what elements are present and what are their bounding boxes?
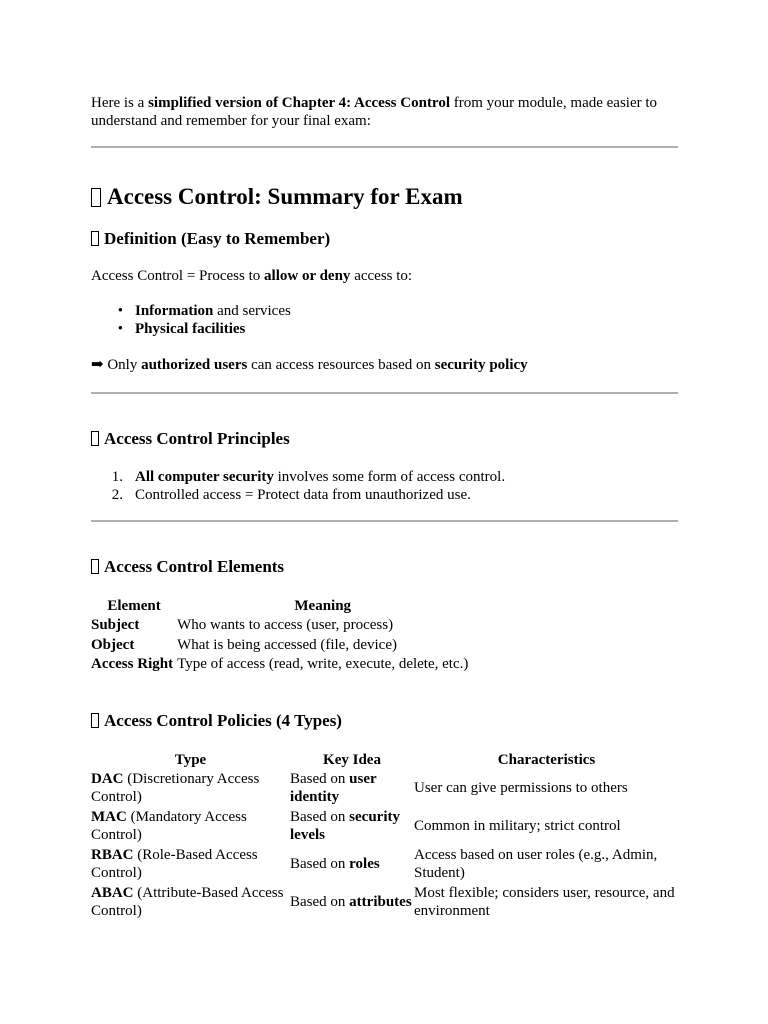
table-row bbox=[91, 884, 679, 922]
type-abbr: MAC bbox=[91, 809, 127, 825]
definition-bold: allow or deny bbox=[264, 268, 351, 284]
list-item bbox=[91, 486, 679, 504]
note-bold-end: security policy bbox=[434, 357, 528, 373]
divider bbox=[91, 520, 678, 522]
missing-glyph-icon bbox=[91, 713, 99, 728]
intro-text-end: from your module, made easier to understand and remember for your final exam: bbox=[91, 95, 658, 129]
policies-heading-text: Access Control Policies (4 Types) bbox=[104, 711, 342, 730]
list-number: 2. bbox=[111, 487, 123, 503]
policies-table bbox=[91, 750, 679, 922]
list-item bbox=[91, 302, 679, 320]
policies-heading bbox=[91, 710, 679, 732]
intro-bold: simplified version of Chapter 4: Access Control bbox=[148, 95, 450, 111]
type-full: (Mandatory Access Control) bbox=[91, 809, 247, 843]
missing-glyph-icon bbox=[91, 188, 101, 207]
list-item-text: Controlled access = Protect data from unauthorized use. bbox=[135, 487, 471, 503]
column-header: Type bbox=[174, 752, 207, 768]
principles-list bbox=[91, 468, 679, 504]
characteristics-cell: Most flexible; considers user, resource, and environment bbox=[414, 885, 675, 919]
list-number: 1. bbox=[111, 469, 123, 485]
type-cell bbox=[91, 770, 290, 808]
principles-heading-text: Access Control Principles bbox=[104, 429, 290, 448]
key-idea-text: Based on bbox=[290, 856, 350, 872]
type-full: (Attribute-Based Access Control) bbox=[91, 885, 284, 919]
table-row bbox=[91, 770, 679, 808]
elements-table-wrap bbox=[91, 596, 679, 675]
table-header-row bbox=[91, 596, 468, 616]
elements-section bbox=[91, 556, 679, 578]
type-cell bbox=[91, 846, 290, 884]
element-cell: Object bbox=[91, 636, 135, 653]
arrow-right-icon: ➡ bbox=[91, 357, 104, 373]
list-item-text: involves some form of access control. bbox=[273, 469, 506, 485]
table-header-row bbox=[91, 750, 679, 770]
definition-note bbox=[91, 356, 679, 374]
key-idea-bold: attributes bbox=[349, 894, 412, 910]
principles-heading bbox=[91, 428, 679, 450]
type-abbr: RBAC bbox=[91, 847, 134, 863]
key-idea-cell bbox=[290, 846, 414, 884]
table-row bbox=[91, 808, 679, 846]
table-row bbox=[91, 846, 679, 884]
key-idea-bold: user identity bbox=[290, 771, 377, 805]
meaning-cell: Type of access (read, write, execute, delete, etc.) bbox=[177, 656, 469, 672]
intro-paragraph bbox=[91, 94, 679, 130]
type-abbr: DAC bbox=[91, 771, 124, 787]
key-idea-bold: security levels bbox=[290, 809, 400, 843]
list-item bbox=[91, 320, 679, 338]
table-row bbox=[91, 616, 468, 636]
principles-section bbox=[91, 428, 679, 450]
key-idea-text: Based on bbox=[290, 771, 350, 787]
key-idea-cell bbox=[290, 808, 414, 846]
type-full: (Discretionary Access Control) bbox=[91, 771, 260, 805]
key-idea-cell bbox=[290, 884, 414, 922]
key-idea-cell bbox=[290, 770, 414, 808]
characteristics-cell: User can give permissions to others bbox=[414, 780, 628, 796]
column-header: Meaning bbox=[294, 598, 352, 614]
list-item bbox=[91, 468, 679, 486]
definition-heading-text: Definition (Easy to Remember) bbox=[104, 229, 331, 248]
policies-section bbox=[91, 710, 679, 732]
key-idea-text: Based on bbox=[290, 809, 350, 825]
elements-heading-text: Access Control Elements bbox=[104, 557, 285, 576]
meaning-cell: Who wants to access (user, process) bbox=[177, 617, 394, 633]
missing-glyph-icon bbox=[91, 431, 99, 446]
policies-table-wrap bbox=[91, 750, 679, 922]
characteristics-cell: Common in military; strict control bbox=[414, 818, 621, 834]
list-item-bold: Information bbox=[135, 303, 214, 319]
type-abbr: ABAC bbox=[91, 885, 134, 901]
note-text-mid: can access resources based on bbox=[247, 357, 435, 373]
characteristics-cell: Access based on user roles (e.g., Admin, Student) bbox=[414, 847, 658, 881]
meaning-cell: What is being accessed (file, device) bbox=[177, 636, 397, 653]
table-row bbox=[91, 636, 468, 656]
page-title-text: Access Control: Summary for Exam bbox=[107, 184, 463, 209]
column-header: Element bbox=[107, 598, 161, 614]
definition-list bbox=[91, 302, 679, 338]
table-row bbox=[91, 655, 468, 675]
list-item-bold: All computer security bbox=[135, 469, 274, 485]
note-text: Only bbox=[103, 357, 142, 373]
element-cell: Subject bbox=[91, 617, 140, 633]
title-block bbox=[91, 183, 679, 211]
definition-section bbox=[91, 228, 679, 250]
key-idea-bold: roles bbox=[349, 856, 380, 872]
elements-heading bbox=[91, 556, 679, 578]
missing-glyph-icon bbox=[91, 559, 99, 574]
list-item-bold: Physical facilities bbox=[135, 321, 246, 337]
divider bbox=[91, 146, 678, 148]
definition-heading bbox=[91, 228, 679, 250]
bullet-icon: • bbox=[117, 303, 123, 319]
definition-text: Access Control = Process to bbox=[91, 268, 265, 284]
list-item-text: and services bbox=[213, 303, 291, 319]
bullet-icon: • bbox=[117, 321, 123, 337]
type-cell bbox=[91, 884, 290, 922]
page-title bbox=[91, 183, 679, 211]
definition-text-end: access to: bbox=[350, 268, 413, 284]
type-cell bbox=[91, 808, 290, 846]
elements-table bbox=[91, 596, 468, 675]
note-bold: authorized users bbox=[141, 357, 248, 373]
element-cell: Access Right bbox=[91, 656, 174, 672]
column-header: Key Idea bbox=[323, 752, 381, 768]
missing-glyph-icon bbox=[91, 231, 99, 246]
column-header: Characteristics bbox=[497, 752, 596, 768]
type-full: (Role-Based Access Control) bbox=[91, 847, 258, 881]
key-idea-text: Based on bbox=[290, 894, 350, 910]
intro-text: Here is a bbox=[91, 95, 149, 111]
divider bbox=[91, 392, 678, 394]
definition-line bbox=[91, 267, 679, 285]
